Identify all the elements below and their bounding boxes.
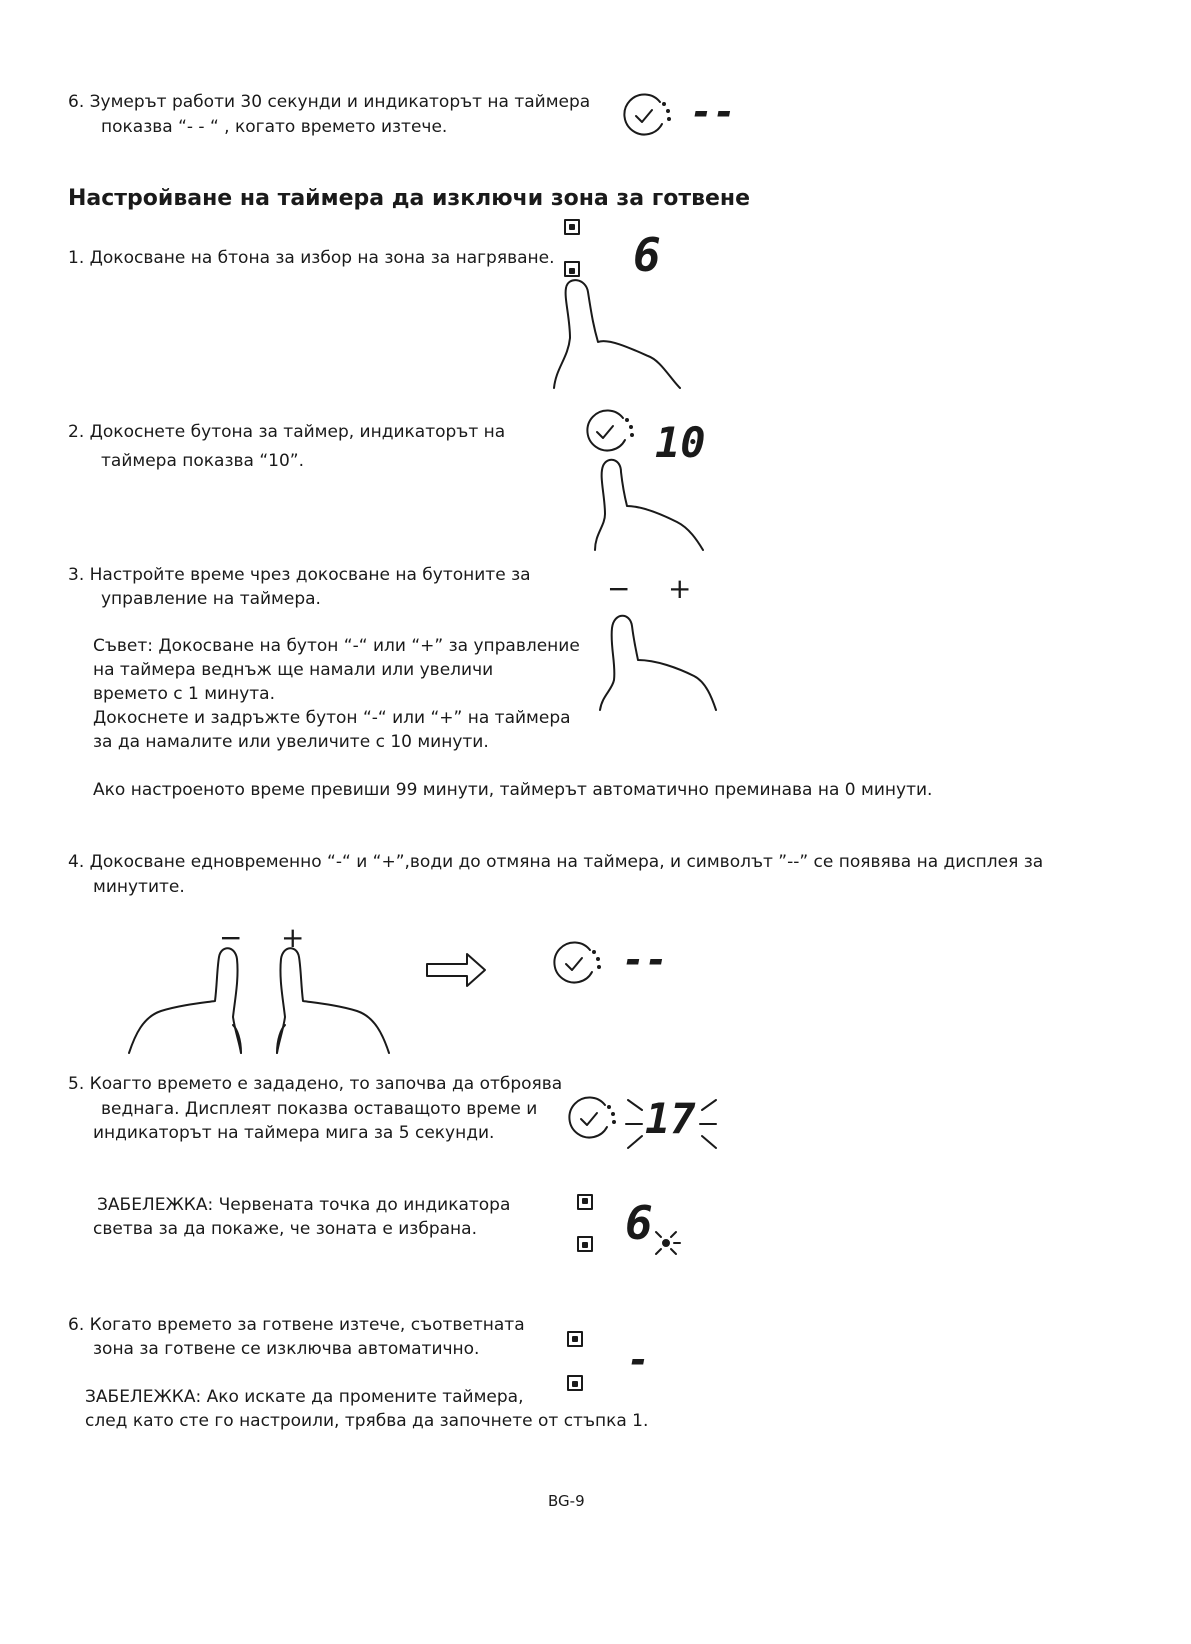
arrow-right-icon — [425, 952, 490, 988]
step5-note-line1: ЗАБЕЛЕЖКА: Червената точка до индикатора — [97, 1195, 511, 1215]
step6-note-line1: ЗАБЕЛЕЖКА: Ако искате да промените таймера, — [85, 1387, 524, 1407]
overflow-note: Ако настроеното време превиши 99 минути, таймерът автоматично преминава на 0 минути. — [93, 780, 933, 800]
zone-display-2: 6 — [625, 1196, 653, 1250]
step5-line1: 5. Коагто времето е зададено, то започва да отброява — [68, 1074, 563, 1094]
step1-text: 1. Докосване на бтона за избор на зона за нагряване. — [68, 248, 555, 268]
minus-label: − — [607, 572, 631, 605]
step5-note-line2: светва за да покаже, че зоната е избрана. — [93, 1219, 477, 1239]
step5-line3: индикаторът на таймера мига за 5 секунди. — [93, 1123, 495, 1143]
both-hands-illustration — [125, 945, 395, 1060]
tip-line-4: Докоснете и задръжте бутон “-“ или “+” на таймера — [93, 708, 571, 728]
step6-line2: зона за готвене се изключва автоматично. — [93, 1339, 480, 1359]
timer-display-dashes: -- — [690, 90, 736, 134]
tip-line-2: на таймера веднъж ще намали или увеличи — [93, 660, 494, 680]
timer-icon-2 — [550, 940, 610, 990]
step6-line1: 6. Когато времето за готвене изтече, съответната — [68, 1315, 525, 1335]
timer-display-dashes-2: -- — [622, 938, 668, 982]
plus-label: + — [668, 572, 692, 605]
tip-line-5: за да намалите или увеличите с 10 минути. — [93, 732, 489, 752]
zone-buttons-icon — [575, 1193, 599, 1257]
tip-line-1: Съвет: Докосване на бутон “-“ или “+” за управление — [93, 636, 580, 656]
step5-line2: веднага. Дисплеят показва оставащото време и — [101, 1099, 538, 1119]
step2-line1: 2. Докоснете бутона за таймер, индикаторът на — [68, 422, 506, 442]
red-dot-blink-icon — [650, 1228, 682, 1258]
tip-line-3: времето с 1 минута. — [93, 684, 276, 704]
step6-top-line2: показва “- - “ , когато времето изтече. — [101, 117, 448, 137]
zone-display: 6 — [633, 228, 661, 282]
zone-display-dash: - — [627, 1338, 650, 1382]
section-title: Настройване на таймера да изключи зона за готвене — [68, 186, 751, 211]
timer-display-17: 17 — [645, 1094, 696, 1143]
plus-label-2: + — [281, 921, 305, 954]
zone-buttons-icon-2 — [565, 1330, 589, 1394]
step3-line1: 3. Настройте време чрез докосване на бутоните за — [68, 565, 531, 585]
step2-line2: таймера показва “10”. — [101, 451, 304, 471]
step6-note-line2: след като сте го настроили, трябва да започнете от стъпка 1. — [85, 1411, 649, 1431]
step6-top-line1: 6. Зумерът работи 30 секунди и индикаторът на таймера — [68, 92, 591, 112]
step4-line2: минутите. — [93, 877, 185, 897]
step4-line1: 4. Докосване едновременно “-“ и “+”,води до отмяна на таймера, и символът ”--” се появява на дисплея за — [68, 852, 1044, 872]
zone-select-hand-illustration — [560, 218, 700, 398]
step3-line2: управление на таймера. — [101, 589, 321, 609]
page-number: BG-9 — [548, 1492, 585, 1510]
timer-icon-3 — [565, 1095, 625, 1145]
minus-label-2: − — [219, 921, 243, 954]
plus-minus-hand-illustration — [598, 606, 728, 716]
timer-icon — [620, 92, 680, 142]
timer-display-10: 10 — [655, 418, 706, 467]
